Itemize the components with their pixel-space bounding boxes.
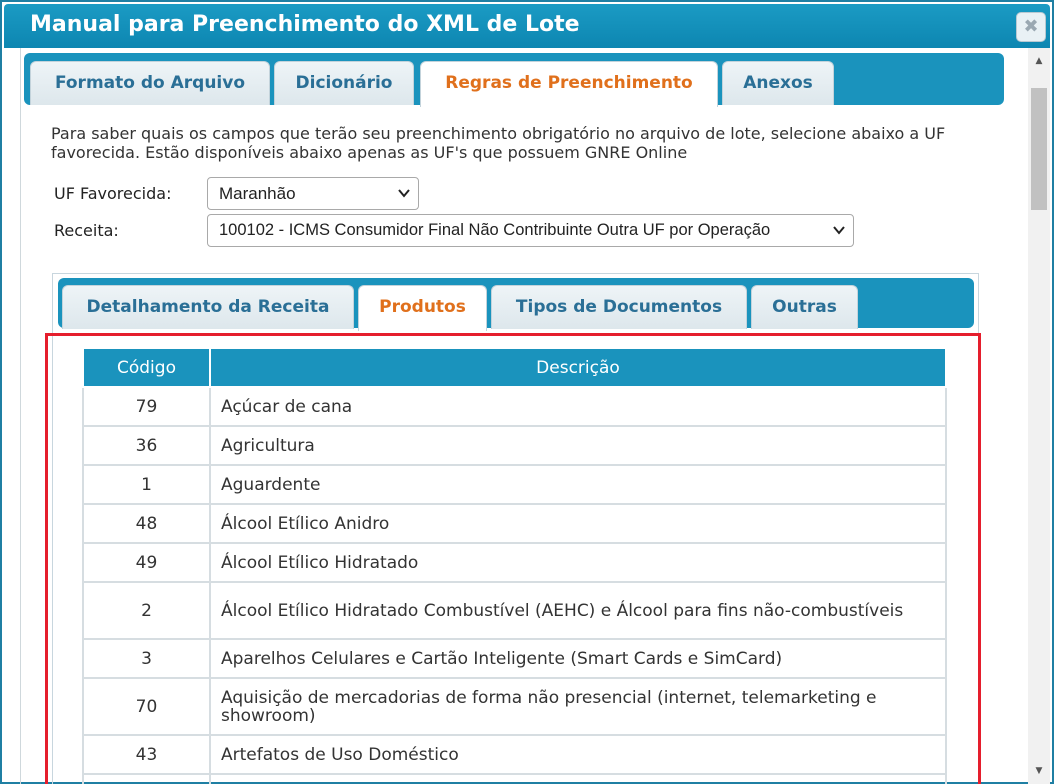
table-row [83, 426, 946, 465]
cell-description: Aparelhos Celulares e Cartão Inteligente (Smart Cards e SimCard) [210, 639, 946, 678]
tab-anexos[interactable]: Anexos [722, 61, 834, 105]
dialog-title: Manual para Preenchimento do XML de Lote [30, 12, 580, 37]
cell-code: 1 [83, 465, 210, 504]
cell-code [83, 774, 210, 784]
scroll-thumb[interactable] [1031, 88, 1047, 210]
column-header-descricao[interactable]: Descrição [210, 348, 946, 387]
table-row [83, 387, 946, 426]
cell-code: 70 [83, 678, 210, 735]
tab-formato-do-arquivo[interactable]: Formato do Arquivo [30, 61, 270, 105]
cell-description: Agricultura [210, 426, 946, 465]
table-row [83, 465, 946, 504]
cell-description: Aquisição de mercadorias de forma não presencial (internet, telemarketing e showroom) [210, 678, 946, 735]
cell-code: 2 [83, 582, 210, 639]
cell-description [210, 774, 946, 784]
table-row [83, 774, 946, 784]
table-row [83, 543, 946, 582]
cell-code: 36 [83, 426, 210, 465]
chevron-down-icon [396, 178, 412, 209]
intro-text: Para saber quais os campos que terão seu preenchimento obrigatório no arquivo de lote, selecione abaixo a UF favorecida. Estão disponíveis abaixo apenas as UF's que possuem GNRE Online [51, 124, 946, 162]
scroll-up-arrow-icon[interactable]: ▲ [1035, 56, 1043, 66]
cell-code: 43 [83, 735, 210, 774]
title-bar[interactable] [4, 4, 1050, 48]
scroll-down-arrow-icon[interactable]: ▼ [1035, 766, 1043, 776]
vertical-scrollbar[interactable] [1028, 48, 1050, 784]
cell-code: 79 [83, 387, 210, 426]
cell-code: 3 [83, 639, 210, 678]
cell-code: 49 [83, 543, 210, 582]
tab-detalhamento-da-receita[interactable]: Detalhamento da Receita [62, 285, 354, 329]
column-header-codigo[interactable]: Código [83, 348, 210, 387]
cell-code: 48 [83, 504, 210, 543]
table-row [83, 735, 946, 774]
products-table [82, 347, 947, 784]
tab-outras[interactable]: Outras [751, 285, 858, 329]
cell-description: Álcool Etílico Anidro [210, 504, 946, 543]
tab-produtos[interactable]: Produtos [358, 285, 487, 331]
cell-description: Aguardente [210, 465, 946, 504]
receita-select[interactable] [207, 214, 854, 247]
close-icon: ✖ [1023, 16, 1039, 37]
uf-favorecida-label: UF Favorecida: [54, 184, 172, 203]
tab-dicionario[interactable]: Dicionário [274, 61, 414, 105]
table-header-row [83, 348, 946, 387]
chevron-down-icon [831, 215, 847, 246]
tab-regras-de-preenchimento[interactable]: Regras de Preenchimento [420, 61, 718, 107]
cell-description: Álcool Etílico Hidratado [210, 543, 946, 582]
uf-favorecida-select[interactable] [207, 177, 419, 210]
table-row [83, 678, 946, 735]
cell-description: Álcool Etílico Hidratado Combustível (AEHC) e Álcool para fins não-combustíveis [210, 582, 946, 639]
close-button[interactable] [1016, 12, 1046, 42]
tab-tipos-de-documentos[interactable]: Tipos de Documentos [491, 285, 747, 329]
receita-label: Receita: [54, 221, 119, 240]
table-row [83, 582, 946, 639]
table-row [83, 504, 946, 543]
cell-description: Artefatos de Uso Doméstico [210, 735, 946, 774]
uf-favorecida-value: Maranhão [219, 184, 296, 203]
receita-value: 100102 - ICMS Consumidor Final Não Contribuinte Outra UF por Operação [219, 221, 771, 239]
table-row [83, 639, 946, 678]
cell-description: Açúcar de cana [210, 387, 946, 426]
